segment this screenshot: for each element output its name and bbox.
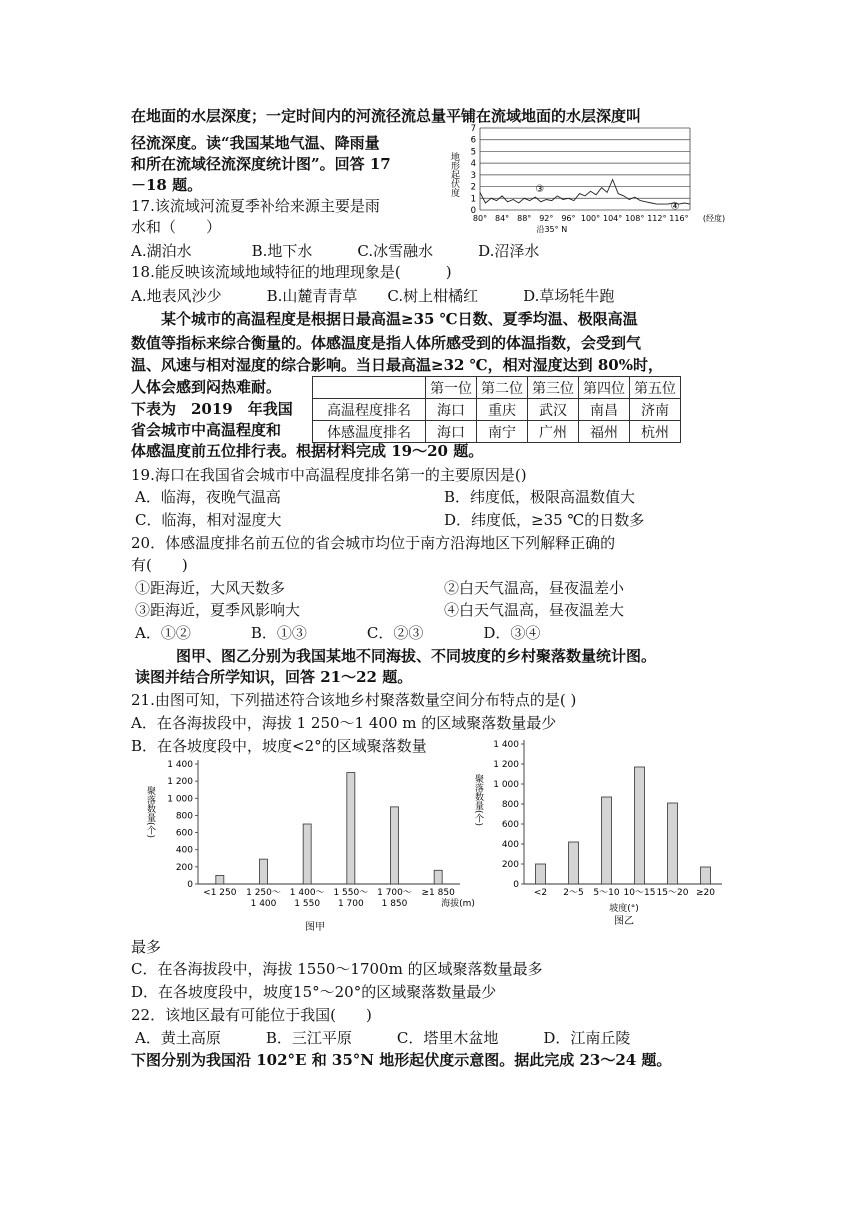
x-tick-label: 84°: [495, 214, 510, 223]
x-tick-label: 104°: [602, 214, 623, 223]
option-b: B．在各坡度段中，坡度<2°的区域聚落数量: [131, 737, 427, 755]
table-cell: 第二位: [477, 377, 528, 399]
y-tick-label: 7: [470, 124, 476, 134]
question-19: 19.海口在我国省会城市中高温程度排名第一的主要原因是(): [131, 466, 527, 484]
table-cell: 第一位: [426, 377, 477, 399]
table-cell: 杭州: [630, 421, 681, 443]
text-line: 下图分别为我国沿 102°E 和 35°N 地形起伏度示意图。据此完成 23～24 题。: [131, 1051, 672, 1069]
x-tick-label: 1 250～: [246, 888, 281, 898]
y-tick-label: 1 200: [493, 760, 519, 770]
question-18-options: A.地表风沙少 B.山麓青青草 C.树上柑橘红 D.草场牦牛跑: [131, 287, 615, 305]
table-cell: 广州: [528, 421, 579, 443]
table-cell: 南昌: [579, 399, 630, 421]
option-2: ②白天气温高，昼夜温差小: [444, 579, 625, 597]
table-cell: 南宁: [477, 421, 528, 443]
text-line: 省会城市中高温程度和: [131, 421, 282, 439]
x-tick-label: ≥1 850: [421, 888, 455, 898]
option-a: A．临海，夜晚气温高: [135, 488, 281, 506]
chart-title: 图甲: [305, 922, 325, 933]
x-tick-label: 112°: [647, 214, 667, 223]
text-line: 读图并结合所学知识，回答 21～22 题。: [135, 668, 413, 686]
table-cell: [313, 377, 426, 399]
bar-chart-slope: [474, 734, 730, 930]
relief-chart: [446, 122, 726, 234]
text-line: 人体会感到闷热难耐。: [131, 378, 282, 396]
y-tick-label: 600: [501, 820, 519, 830]
bar: [347, 773, 355, 884]
y-tick-label: 800: [175, 811, 193, 822]
x-tick-label: 1 550～: [333, 888, 369, 898]
x-tick-label: 1 550: [294, 899, 321, 909]
y-tick-label: 0: [470, 206, 476, 216]
option-b: B．纬度低，极限高温数值大: [444, 488, 636, 506]
x-tick-label: 92°: [539, 214, 554, 223]
option-3: ③距海近，夏季风影响大: [135, 601, 301, 619]
text-line: 下表为 2019 年我国: [131, 400, 293, 418]
y-tick-label: 800: [501, 800, 519, 810]
table-cell: 第五位: [630, 377, 681, 399]
y-tick-label: 400: [175, 845, 193, 856]
text-line: 温、风速与相对湿度的综合影响。当日最高温≥32 ℃，相对湿度达到 80%时，: [131, 356, 663, 374]
bar: [635, 767, 645, 884]
table-cell: 体感温度排名: [313, 421, 426, 443]
table-cell: 福州: [579, 421, 630, 443]
text-line: －18 题。: [131, 176, 203, 194]
y-tick-label: 5: [470, 147, 476, 158]
bar: [303, 824, 311, 884]
y-axis-label: 聚落数量(个): [473, 774, 483, 827]
y-tick-label: 4: [470, 159, 476, 170]
option-a: A．在各海拔段中，海拔 1 250～1 400 m 的区域聚落数量最少: [131, 714, 557, 732]
option-d: D．纬度低，≥35 ℃的日数多: [444, 511, 645, 529]
x-tick-label: <1 250: [203, 888, 237, 898]
text-line: 某个城市的高温程度是根据日最高温≥35 ℃日数、夏季均温、极限高温: [131, 310, 638, 328]
bar: [569, 842, 579, 884]
y-tick-label: 1 000: [167, 794, 193, 805]
x-axis-label: 坡度(°): [609, 904, 639, 914]
bar: [701, 867, 711, 884]
y-tick-label: 0: [187, 880, 193, 890]
x-axis-label: 海拔(m): [441, 899, 475, 909]
question-20-cont: 有( ): [131, 556, 188, 574]
y-tick-label: 3: [470, 170, 476, 181]
x-tick-label: 2～5: [563, 888, 584, 898]
x-tick-label: 88°: [517, 214, 532, 223]
y-tick-label: 0: [513, 880, 519, 890]
question-17-options: A.湖泊水 B.地下水 C.冰雪融水 D.沼泽水: [131, 242, 540, 260]
x-unit-label: (经度): [702, 214, 726, 223]
relief-line: [480, 180, 690, 205]
x-tick-label: 100°: [580, 214, 601, 223]
y-tick-label: 1 400: [167, 760, 193, 770]
y-tick-label: 2: [470, 182, 476, 193]
table-cell: 第四位: [579, 377, 630, 399]
question-22: 22．该地区最有可能位于我国( ): [131, 1006, 372, 1024]
bar: [260, 859, 268, 884]
question-20: 20．体感温度排名前五位的省会城市均位于南方沿海地区下列解释正确的: [131, 534, 616, 552]
question-18: 18.能反映该流域地域特征的地理现象是( ): [131, 263, 452, 281]
y-tick-label: 1 200: [167, 777, 193, 788]
question-22-options: A．黄土高原 B．三江平原 C．塔里木盆地 D．江南丘陵: [135, 1029, 631, 1047]
text-line: 径流深度。读“我国某地气温、降雨量: [131, 134, 380, 152]
bar: [536, 864, 546, 884]
x-tick-label: <2: [533, 888, 548, 898]
x-tick-label: 108°: [625, 214, 645, 223]
table-cell: 海口: [426, 399, 477, 421]
x-tick-label: 96°: [561, 214, 576, 223]
annotation-4: ④: [670, 201, 680, 213]
bar: [668, 803, 678, 884]
bar: [434, 870, 442, 884]
text-line: 和所在流域径流深度统计图”。回答 17: [131, 155, 391, 173]
question-20-options: A．①② B．①③ C．②③ D．③④: [135, 624, 541, 642]
ranking-table: [312, 376, 681, 443]
y-tick-label: 6: [470, 135, 476, 146]
x-tick-label: 1 700: [337, 899, 364, 909]
question-17-cont: 水和（ ）: [131, 218, 222, 236]
y-axis-label: 聚落数量(个): [145, 786, 155, 839]
x-tick-label: 1 850: [381, 899, 408, 909]
text-line: 在地面的水层深度；一定时间内的河流径流总量平铺在流域地面的水层深度叫: [131, 107, 642, 125]
bar: [391, 807, 399, 884]
option-c: C．在各海拔段中，海拔 1550～1700m 的区域聚落数量最多: [131, 960, 543, 978]
y-tick-label: 600: [175, 828, 193, 839]
bar: [602, 797, 612, 884]
question-17: 17.该流域河流夏季补给来源主要是雨: [131, 197, 380, 215]
table-cell: 重庆: [477, 399, 528, 421]
x-tick-label: 15～20: [656, 888, 689, 898]
x-tick-label: 5～10: [593, 888, 620, 898]
table-cell: 武汉: [528, 399, 579, 421]
text-line: 数值等指标来综合衡量的。体感温度是指人体所感受到的体温指数，会受到气: [131, 334, 642, 352]
y-tick-label: 1 400: [493, 740, 519, 750]
x-tick-label: ≥20: [696, 888, 715, 898]
option-c: C．临海，相对湿度大: [135, 511, 282, 529]
table-cell: 济南: [630, 399, 681, 421]
x-tick-label: 1 400: [250, 899, 277, 909]
y-tick-label: 1 000: [493, 780, 519, 790]
option-b-cont: 最多: [131, 938, 162, 956]
y-tick-label: 400: [501, 840, 519, 850]
table-cell: 第三位: [528, 377, 579, 399]
text-line: 图甲、图乙分别为我国某地不同海拔、不同坡度的乡村聚落数量统计图。: [131, 647, 657, 665]
x-tick-label: 1 700～: [377, 888, 412, 898]
x-tick-label: 1 400～: [289, 888, 325, 898]
annotation-3: ③: [535, 183, 545, 195]
chart-title: 图乙: [614, 916, 634, 927]
option-d: D．在各坡度段中，坡度15°～20°的区域聚落数量最少: [131, 983, 497, 1001]
question-21: 21.由图可知，下列描述符合该地乡村聚落数量空间分布特点的是( ): [131, 691, 577, 709]
y-tick-label: 200: [501, 860, 519, 870]
x-tick-label: 80°: [472, 214, 488, 223]
option-1: ①距海近，大风天数多: [135, 579, 286, 597]
bar-chart-altitude: [140, 748, 480, 938]
text-line: 体感温度前五位排行表。根据材料完成 19～20 题。: [131, 442, 484, 460]
y-tick-label: 200: [175, 862, 193, 873]
y-axis-label: 地形起伏度: [449, 152, 459, 197]
table-cell: 海口: [426, 421, 477, 443]
table-cell: 高温程度排名: [313, 399, 426, 421]
x-tick-label: 116°: [669, 214, 689, 223]
y-tick-label: 1: [470, 194, 476, 205]
x-tick-label: 10～15: [623, 888, 656, 898]
x-axis-label: 沿35° N: [536, 225, 568, 234]
bar: [216, 875, 224, 884]
option-4: ④白天气温高，昼夜温差大: [444, 601, 625, 619]
